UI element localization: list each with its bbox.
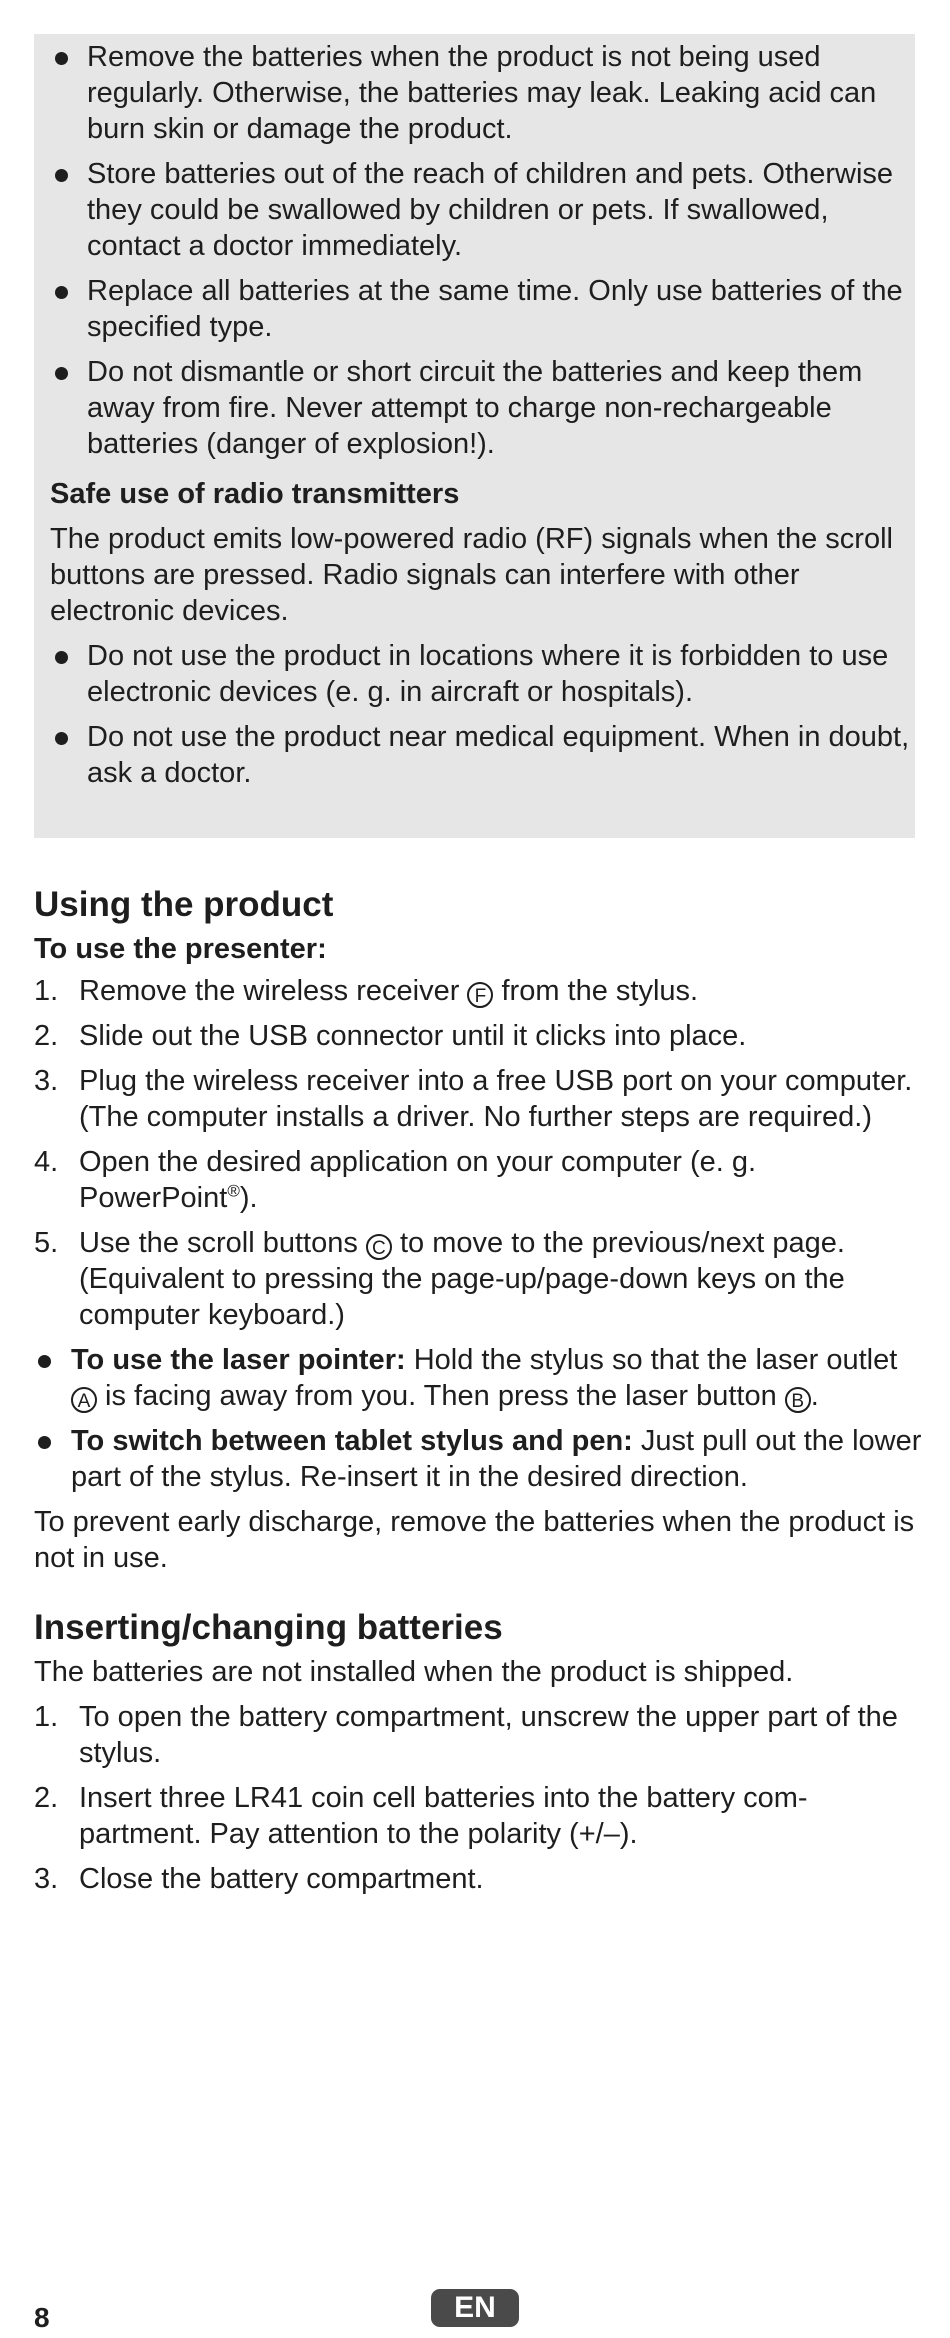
main-content (34, 885, 924, 1906)
laser-pointer-label: To use the laser pointer: (71, 1344, 406, 1376)
step-text: To open the battery compartment, unscrew the upper part of the stylus. (79, 1701, 898, 1769)
step-item (34, 1063, 924, 1135)
switch-stylus-label: To switch between tablet stylus and pen: (71, 1425, 633, 1457)
step-text: Close the battery compartment. (79, 1863, 484, 1895)
switch-stylus-text: Just pull out the lower part of the stylus. Re-insert it in the desired direction. (71, 1425, 922, 1493)
step-number: 2. (34, 1782, 59, 1814)
step-item (34, 1780, 924, 1852)
switch-stylus-item (34, 1423, 924, 1495)
step-item (34, 1144, 924, 1216)
laser-pointer-item (34, 1342, 924, 1414)
step-item (34, 973, 924, 1009)
list-item (50, 354, 915, 462)
presenter-subheading: To use the presenter: (34, 933, 327, 965)
step-item (34, 1699, 924, 1771)
list-item (50, 156, 915, 264)
bullet-icon (38, 1436, 51, 1449)
bullet-icon (55, 286, 68, 299)
callout-c-icon: C (366, 1234, 392, 1260)
step-number: 5. (34, 1227, 59, 1259)
step-text: Use the scroll buttons (79, 1227, 366, 1259)
step-item (34, 1018, 924, 1054)
step-text: Open the desired application on your computer (e. g. PowerPoint (79, 1146, 757, 1214)
step-item (34, 1861, 924, 1897)
list-item (50, 273, 915, 345)
bullet-text: Do not use the product in locations where it is forbidden to use electronic devices (e. g. in aircraft or hospitals). (87, 640, 889, 708)
batteries-intro: The batteries are not installed when the product is shipped. (34, 1656, 794, 1688)
callout-b-icon: B (785, 1387, 811, 1413)
bullet-icon (55, 52, 68, 65)
using-product-heading: Using the product (34, 885, 334, 924)
bullet-icon (38, 1355, 51, 1368)
step-number: 3. (34, 1863, 59, 1895)
step-text: from the stylus. (493, 975, 699, 1007)
bullet-icon (55, 732, 68, 745)
page-number: 8 (34, 2302, 50, 2333)
list-item (50, 638, 915, 710)
bullet-text: Do not dismantle or short circuit the batteries and keep them away from fire. Never attempt to charge non-rechargeable batteries (danger of explosion!). (87, 356, 863, 460)
step-number: 1. (34, 975, 59, 1007)
step-number: 1. (34, 1701, 59, 1733)
list-item (50, 39, 915, 147)
step-item (34, 1225, 924, 1333)
callout-f-icon: F (467, 982, 493, 1008)
laser-pointer-text: is facing away from you. Then press the laser button (97, 1380, 785, 1412)
list-item (50, 719, 915, 791)
laser-pointer-text: Hold the stylus so that the laser outlet (405, 1344, 898, 1376)
step-text: Plug the wireless receiver into a free USB port on your computer. (The computer installs a driver. No further steps are required.) (79, 1065, 913, 1133)
step-number: 3. (34, 1065, 59, 1097)
bullet-text: Replace all batteries at the same time. Only use batteries of the specified type. (87, 275, 903, 343)
step-text: to move to the previous/next page. (Equivalent to pressing the page-up/page-down keys on the computer keyboard.) (79, 1227, 845, 1331)
callout-a-icon: A (71, 1387, 97, 1413)
bullet-icon (55, 169, 68, 182)
bullet-icon (55, 367, 68, 380)
bullet-icon (55, 651, 68, 664)
bullet-text: Store batteries out of the reach of children and pets. Otherwise they could be swallowed by children or pets. If swallowed, contact a doctor immediately. (87, 158, 894, 262)
step-text: ). (239, 1182, 258, 1214)
safety-panel (34, 34, 915, 838)
laser-pointer-text: . (810, 1380, 819, 1412)
registered-mark: ® (227, 1181, 240, 1201)
step-text: Insert three LR41 coin cell batteries into the battery com-partment. Pay attention to the polarity (+/–). (79, 1782, 808, 1850)
step-text: Slide out the USB connector until it clicks into place. (79, 1020, 747, 1052)
step-text: Remove the wireless receiver (79, 975, 468, 1007)
step-number: 2. (34, 1020, 59, 1052)
radio-safety-heading: Safe use of radio transmitters (50, 478, 460, 510)
discharge-note: To prevent early discharge, remove the batteries when the product is not in use. (34, 1506, 915, 1574)
step-number: 4. (34, 1146, 59, 1178)
radio-safety-intro: The product emits low-powered radio (RF) signals when the scroll buttons are pressed. Radio signals can interfere with other electronic devices. (50, 523, 893, 627)
batteries-heading: Inserting/changing batteries (34, 1608, 503, 1647)
bullet-text: Do not use the product near medical equipment. When in doubt, ask a doctor. (87, 721, 910, 789)
bullet-text: Remove the batteries when the product is not being used regularly. Otherwise, the batteries may leak. Leaking acid can burn skin or damage the product. (87, 41, 877, 145)
language-badge: EN (431, 2289, 519, 2327)
